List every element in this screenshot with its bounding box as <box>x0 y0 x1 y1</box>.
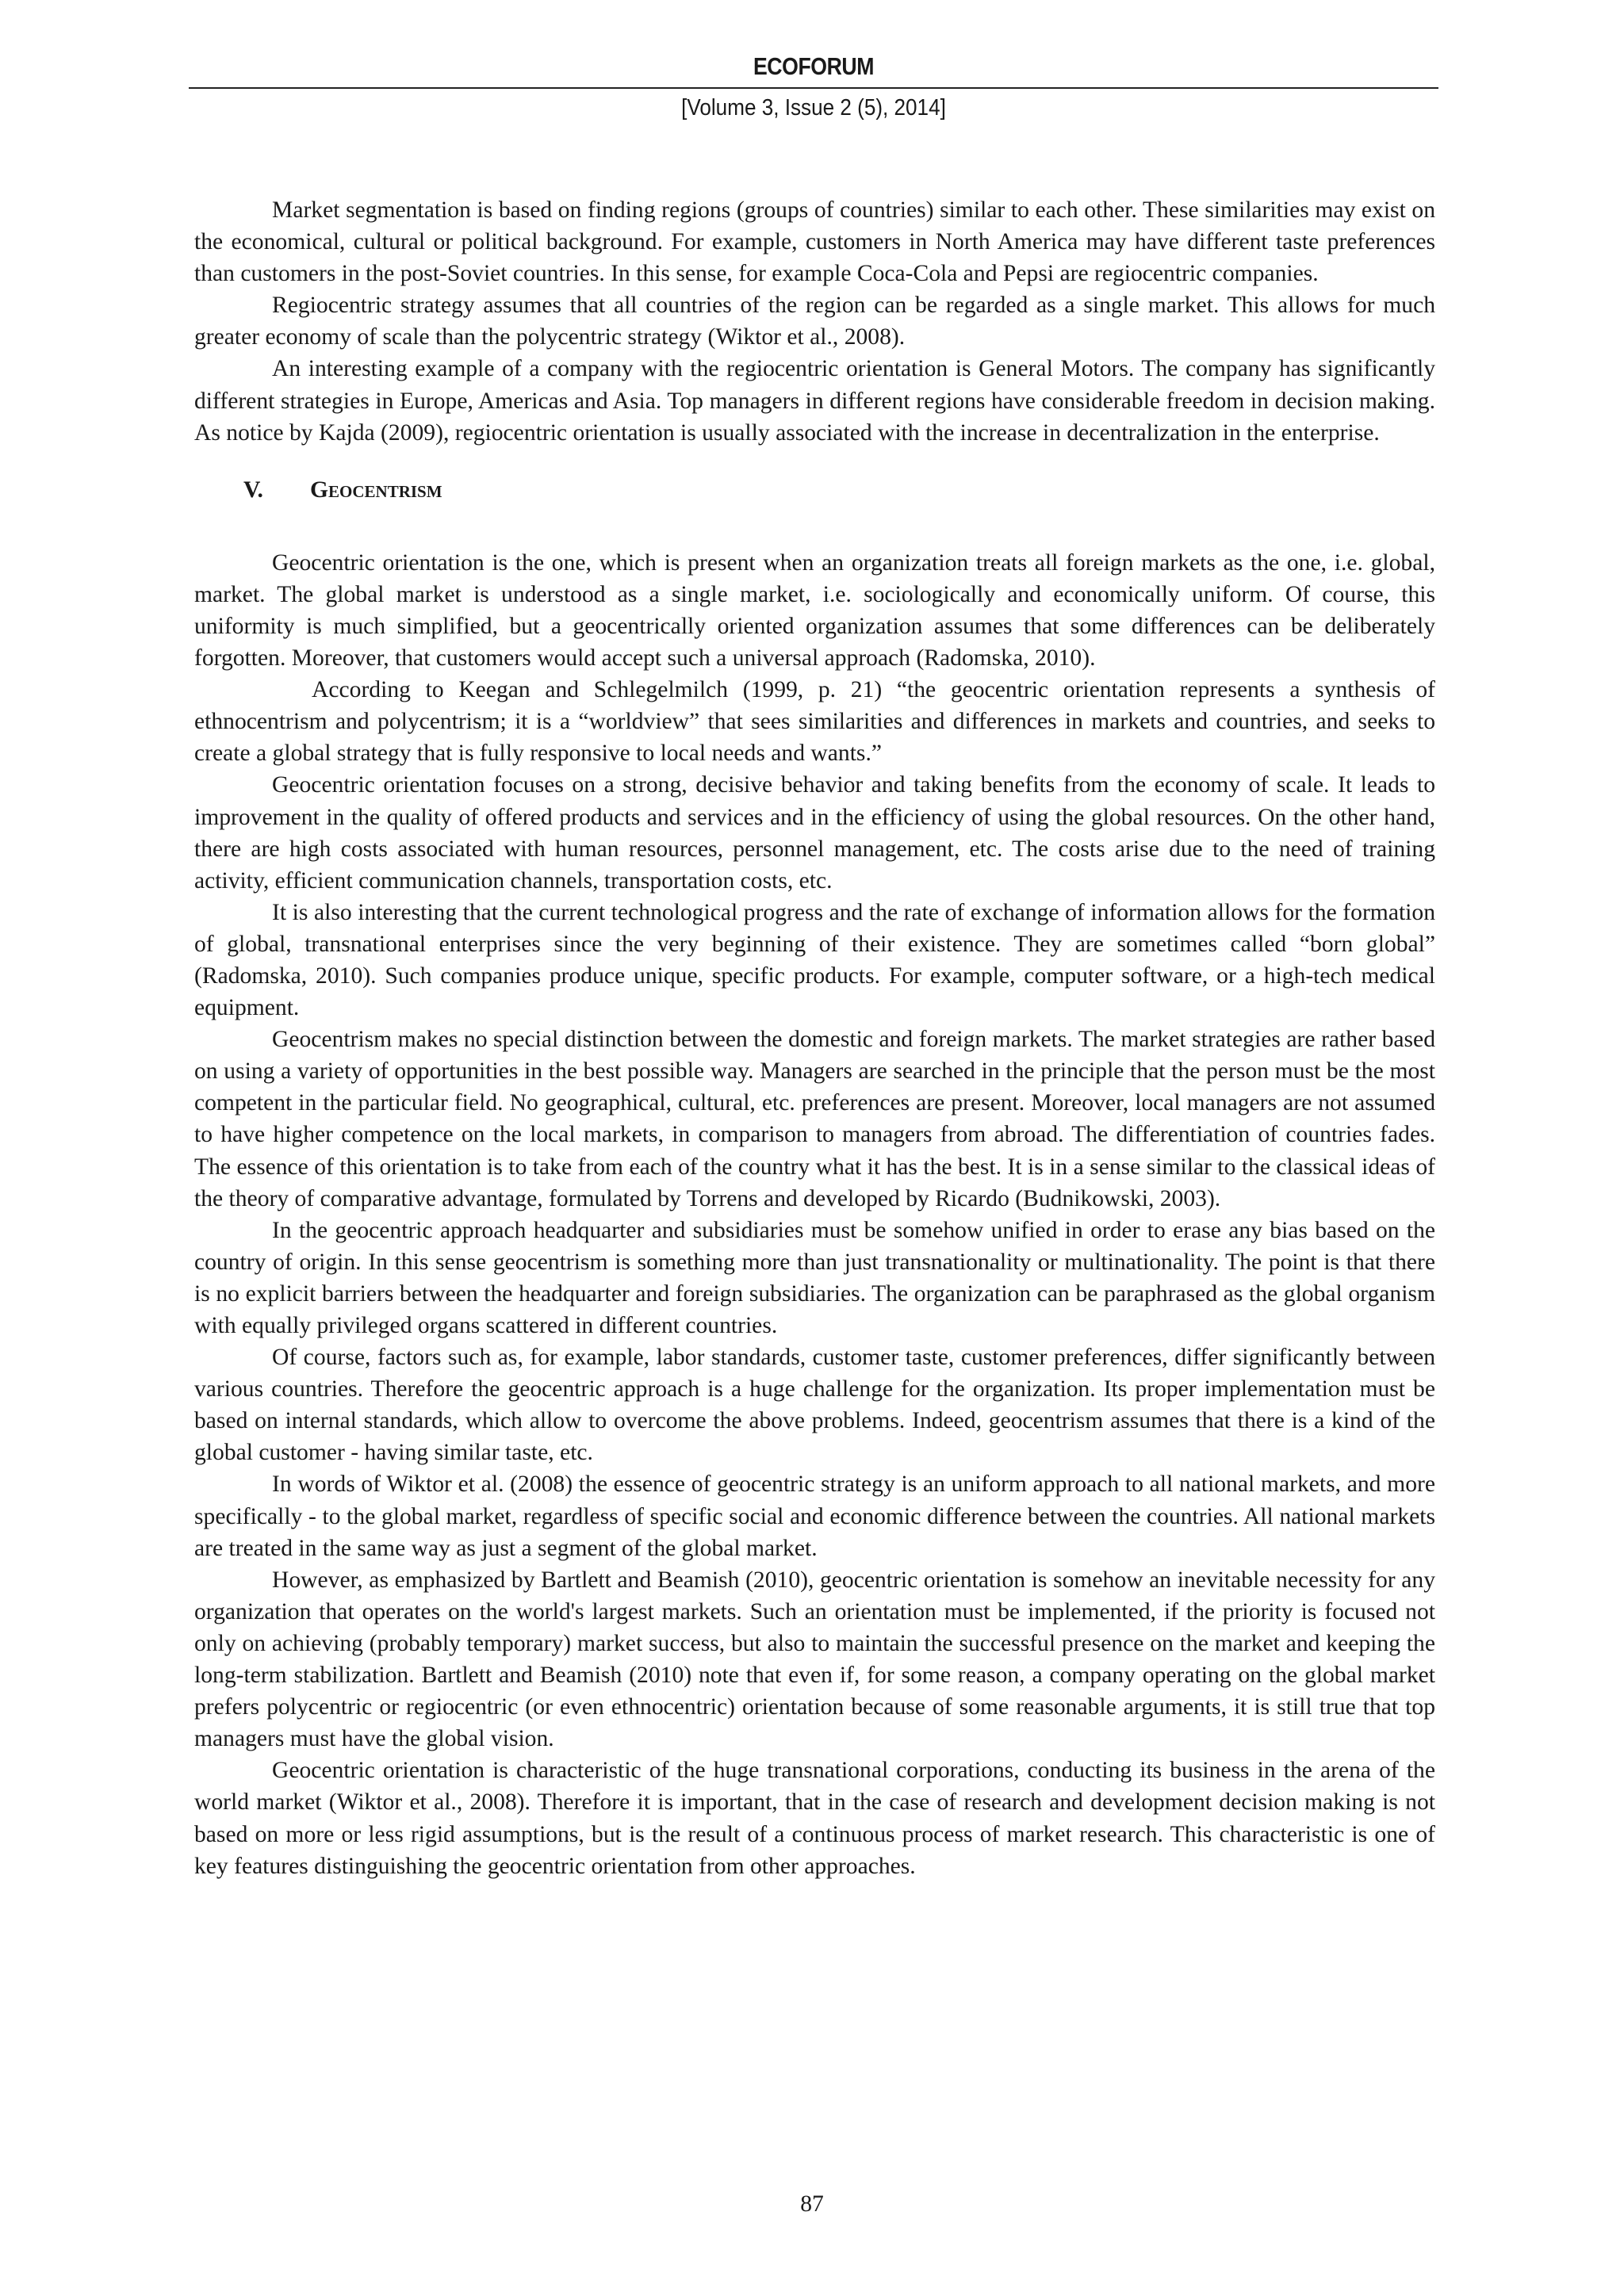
section-heading <box>194 474 1435 506</box>
header-rule <box>189 87 1438 89</box>
paragraph: However, as emphasized by Bartlett and Beamish (2010), geocentric orientation is somehow an inevitable necessity for any organization that operates on the world's largest markets. Such an orientation must be implemented, if the priority is focused not only on achieving (probably temporary) market success, but also to maintain the successful presence on the market and keeping the long-term stabilization. Bartlett and Beamish (2010) note that even if, for some reason, a company operating on the global market prefers polycentric or regiocentric (or even ethnocentric) orientation because of some reasonable arguments, it is still true that top managers must have the global vision. <box>194 1567 1435 1752</box>
journal-title: ECOFORUM <box>753 52 875 80</box>
paragraph: Market segmentation is based on finding regions (groups of countries) similar to each other. These similarities may exist on the economical, cultural or political background. For example, customers in North America may have different taste preferences than customers in the post-Soviet countries. In this sense, for example Coca-Cola and Pepsi are regiocentric companies. <box>194 197 1435 287</box>
page-number: 87 <box>800 2191 824 2217</box>
section-number: V. <box>243 476 263 503</box>
paragraph: Geocentric orientation is the one, which is present when an organization treats all foreign markets as the one, i.e. global, market. The global market is understood as a single market, i.e. sociologically and economically uniform. Of course, this uniformity is much simplified, but a geocentrically oriented organization assumes that some differences can be deliberately forgotten. Moreover, that customers would accept such a universal approach (Radomska, 2010). <box>194 549 1435 672</box>
paragraph: An interesting example of a company with the regiocentric orientation is General Motors. The company has significantly different strategies in Europe, Americas and Asia. Top managers in different regions have considerable freedom in decision making. As notice by Kajda (2009), regiocentric orientation is usually associated with the increase in decentralization in the enterprise. <box>194 356 1435 446</box>
volume-info: [Volume 3, Issue 2 (5), 2014] <box>681 95 946 121</box>
paragraph: It is also interesting that the current technological progress and the rate of exchange of information allows for the formation of global, transnational enterprises since the very beginning of their existence. They are sometimes called “born global” (Radomska, 2010). Such companies produce unique, specific products. For example, computer software, or a high-tech medical equipment. <box>194 899 1435 1021</box>
paragraph: Regiocentric strategy assumes that all countries of the region can be regarded as a single market. This allows for much greater economy of scale than the polycentric strategy (Wiktor et al., 2008). <box>194 293 1435 350</box>
paragraph: Geocentric orientation is characteristic of the huge transnational corporations, conducting its business in the arena of the world market (Wiktor et al., 2008). Therefore it is important, that in the case of research and development decision making is not based on more or less rigid assumptions, but is the result of a continuous process of market research. This characteristic is one of key features distinguishing the geocentric orientation from other approaches. <box>194 1758 1435 1879</box>
paragraph: According to Keegan and Schlegelmilch (1999, p. 21) “the geocentric orientation represents a synthesis of ethnocentrism and polycentrism; it is a “worldview” that sees similarities and differences in markets and countries, and seeks to create a global strategy that is fully responsive to local needs and wants.” <box>194 677 1435 767</box>
paragraph: Geocentric orientation focuses on a strong, decisive behavior and taking benefits from the economy of scale. It leads to improvement in the quality of offered products and services and in the efficiency of using the global resources. On the other hand, there are high costs associated with human resources, personnel management, etc. The costs arise due to the need of training activity, efficient communication channels, transportation costs, etc. <box>194 772 1435 894</box>
paragraph: In the geocentric approach headquarter and subsidiaries must be somehow unified in order to erase any bias based on the country of origin. In this sense geocentrism is something more than just transnationality or multinationality. The point is that there is no explicit barriers between the headquarter and foreign subsidiaries. The organization can be paraphrased as the global organism with equally privileged organs scattered in different countries. <box>194 1217 1435 1338</box>
running-header <box>189 51 1438 82</box>
section-title: Geocentrism <box>310 476 442 503</box>
paragraph: Of course, factors such as, for example, labor standards, customer taste, customer preferences, differ significantly between various countries. Therefore the geocentric approach is a huge challenge for the organization. Its proper implementation must be based on internal standards, which allow to overcome the above problems. Indeed, geocentrism assumes that there is a kind of the global customer - having similar taste, etc. <box>194 1345 1435 1466</box>
paragraph: In words of Wiktor et al. (2008) the essence of geocentric strategy is an uniform approach to all national markets, and more specifically - to the global market, regardless of specific social and economic difference between the countries. All national markets are treated in the same way as just a segment of the global market. <box>194 1471 1435 1561</box>
paragraph: Geocentrism makes no special distinction between the domestic and foreign markets. The market strategies are rather based on using a variety of opportunities in the best possible way. Managers are searched in the principle that the person must be the most competent in the particular field. No geographical, cultural, etc. preferences are present. Moreover, local managers are not assumed to have higher competence on the local markets, in comparison to managers from abroad. The differentiation of countries fades. The essence of this orientation is to take from each of the country what it has the best. It is in a sense similar to the classical ideas of the theory of comparative advantage, formulated by Torrens and developed by Ricardo (Budnikowski, 2003). <box>194 1027 1435 1211</box>
page-body <box>194 194 1435 1882</box>
